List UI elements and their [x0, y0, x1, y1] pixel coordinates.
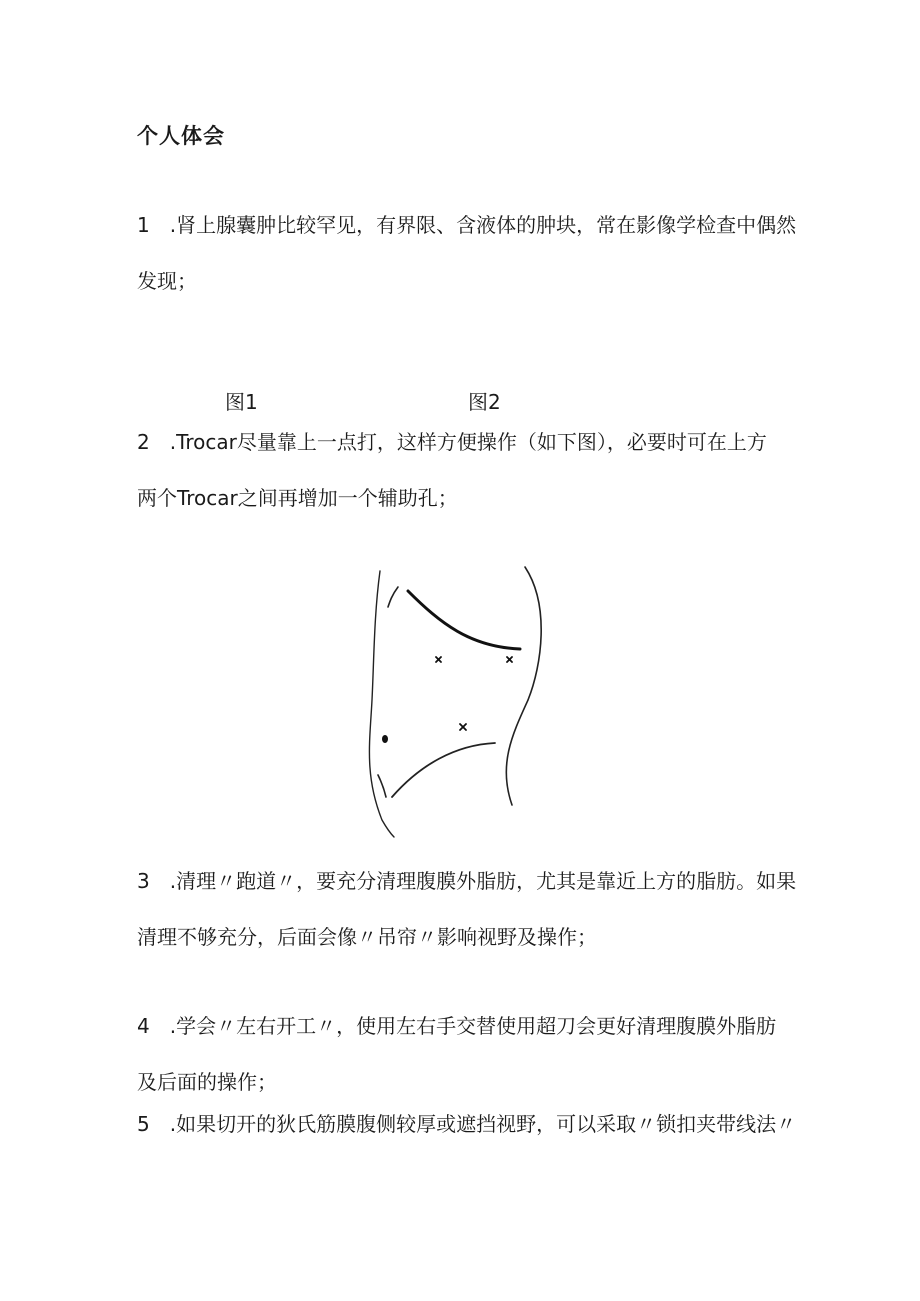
list-item	[137, 1096, 797, 1152]
list-item	[137, 414, 797, 526]
figure-caption-2: 图2	[468, 390, 501, 414]
lower-arc-mark	[378, 775, 386, 797]
body-outline-left	[369, 571, 394, 837]
page-heading: 个人体会	[137, 124, 225, 148]
list-item-line: 2 .Trocar尽量靠上一点打，这样方便操作（如下图），必要时可在上方	[137, 430, 767, 454]
trocar-mark	[460, 724, 466, 730]
list-item-line: 清理不够充分，后面会像〃吊帘〃影响视野及操作；	[137, 925, 597, 949]
upper-arc-mark	[388, 587, 398, 607]
list-item-line: 3 .清理〃跑道〃，要充分清理腹膜外脂肪，尤其是靠近上方的脂肪。如果	[137, 869, 797, 893]
port-dot	[382, 735, 388, 743]
iliac-crest-line	[392, 743, 495, 797]
list-item-line: 两个Trocar之间再增加一个辅助孔；	[137, 486, 458, 510]
list-item-line: 发现；	[137, 269, 197, 293]
trocar-placement-sketch	[360, 565, 550, 840]
body-outline-right	[506, 567, 541, 805]
list-item-line: 5 .如果切开的狄氏筋膜腹侧较厚或遮挡视野，可以采取〃锁扣夹带线法〃	[137, 1112, 797, 1136]
list-item	[137, 197, 797, 309]
list-item-line: 及后面的操作；	[137, 1070, 277, 1094]
costal-margin-line	[408, 591, 520, 649]
list-item-line: 1 .肾上腺囊肿比较罕见，有界限、含液体的肿块，常在影像学检查中偶然	[137, 213, 797, 237]
figure-caption-1: 图1	[225, 390, 258, 414]
list-item	[137, 853, 797, 965]
trocar-mark	[507, 657, 512, 662]
list-item	[137, 998, 797, 1110]
trocar-mark	[436, 657, 441, 662]
list-item-line: 4 .学会〃左右开工〃，使用左右手交替使用超刀会更好清理腹膜外脂肪	[137, 1014, 777, 1038]
